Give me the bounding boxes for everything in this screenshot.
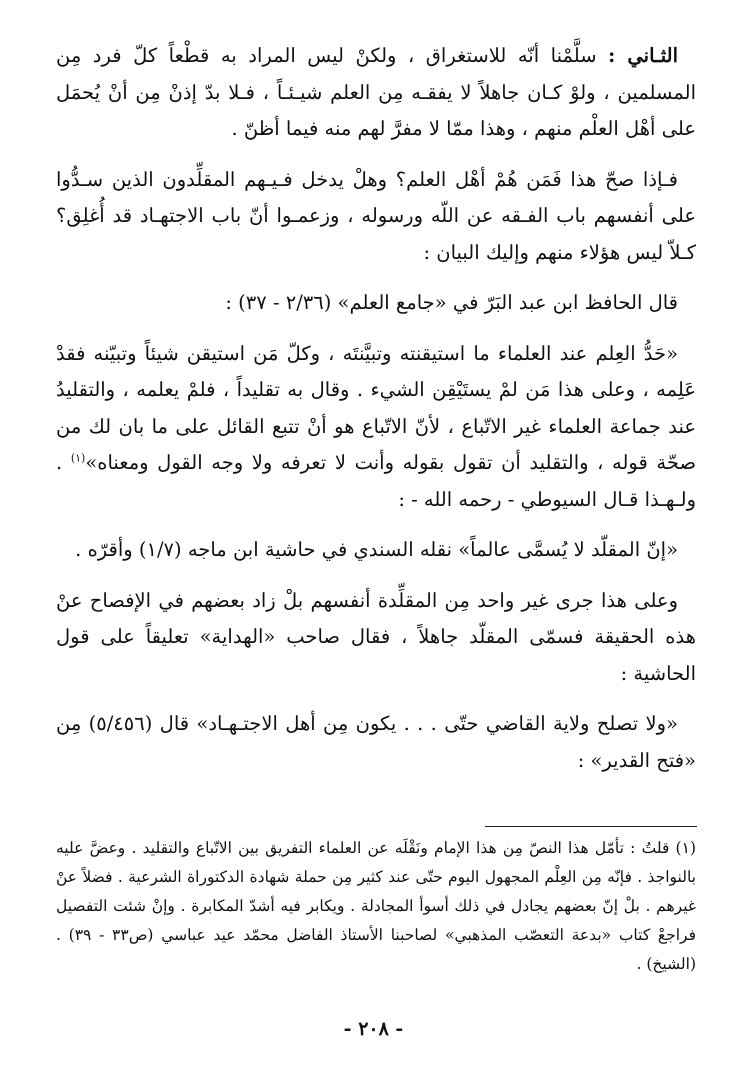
footnote: (١) قلتُ : تأمّل هذا النصّ مِن هذا الإمام ونَقْلَه عن العلماء التفريق بين الاتّباع والتقليد . وعضَّ عليه بالنواجذ . فإنّه مِن العِلْم المجهول اليوم حتّى عند كثير مِن حملة شهادة الدكتوراة الشرعية . فضلاً عنْ غيرهم . بلْ إنّ بعضهم يجادل في ذلك أسوأ المجادلة . ويكابر فيه أشدّ المكابرة . وإنْ شئت التفصيل فراجعْ كتاب «بدعة التعصّب المذهبي» لصاحبنا الأستاذ الفاضل محمّد عيد عباسي (ص٣٣ - ٣٩) . (الشيخ) . — [56, 839, 697, 973]
footnote-reference: (١) — [70, 451, 86, 465]
paragraph-2: فـإذا صحّ هذا فَمَن هُمْ أهْل العلم؟ وهلْ يدخل فـيـهم المقلِّدون الذين سـدُّوا على أنفسهم باب الفـقه عن اللّه ورسوله ، وزعمـوا أنّ باب الاجتهـاد قد أُغلِق؟ كـلاّ ليس هؤلاء منهم وإليك البيان : — [56, 167, 696, 264]
paragraph-4-tail: . ولـهـذا قـال السيوطي - رحمه الله - : — [56, 451, 696, 511]
quote-text: «حَدُّ العِلم عند العلماء ما استيقنته وتبيَّنتَه ، وكلّ مَن استيقن شيئاً وتبيّنه فقدْ عَلِمه ، وعلى هذا مَن لمْ يستَيْقِن الشيء . وقال به تقليداً ، فلمْ يعلمه ، والتقليدُ عند جماعة العلماء غير الاتّباع ، لأنّ الاتّباع هو أنْ تتبع القائل على ما بان لك من صحّة قوله ، والتقليد أن تقول بقوله وأنت لا تعرفه ولا وجه القول ومعناه» — [56, 341, 697, 474]
section-label: الثـاني : — [608, 44, 678, 67]
paragraph-1-text: سلَّمْنا أنّه للاستغراق ، ولكنْ ليس المراد به قطْعاً كلّ فرد مِن المسلمين ، ولوْ كـان جاهلاً لا يفقـه مِن العلم شيـئـاً ، فـلا بدّ إذنْ مِن أنْ يُحمَل على أهْل العلْم منهم ، وهذا ممّا لا مفرَّ لهم منه فيما أظنّ . — [56, 44, 696, 140]
main-text — [56, 38, 696, 787]
paragraph-5: «إنّ المقلّد لا يُسمَّى عالماً» نقله السندي في حاشية ابن ماجه (١/٧) وأقرّه . — [75, 538, 678, 561]
paragraph-7: «ولا تصلح ولاية القاضي حتّى . . . يكون مِن أهل الاجتـهـاد» قال (٥/٤٥٦) مِن «فتح القدير» : — [56, 712, 696, 772]
paragraph-4-quote — [56, 336, 696, 519]
footnote-separator — [485, 826, 697, 827]
paragraph-1 — [56, 38, 696, 148]
paragraph-6: وعلى هذا جرى غير واحد مِن المقلِّدة أنفسهم بلْ زاد بعضهم في الإفصاح عنْ هذه الحقيقة فسمّى المقلّد جاهلاً ، فقال صاحب «الهداية» تعليقاً على قول الحاشية : — [56, 588, 696, 685]
paragraph-3: قال الحافظ ابن عبد البَرّ في «جامع العلم» (٢/٣٦ - ٣٧) : — [225, 291, 678, 314]
page-number: - ٢٠٨ - — [343, 1018, 404, 1040]
